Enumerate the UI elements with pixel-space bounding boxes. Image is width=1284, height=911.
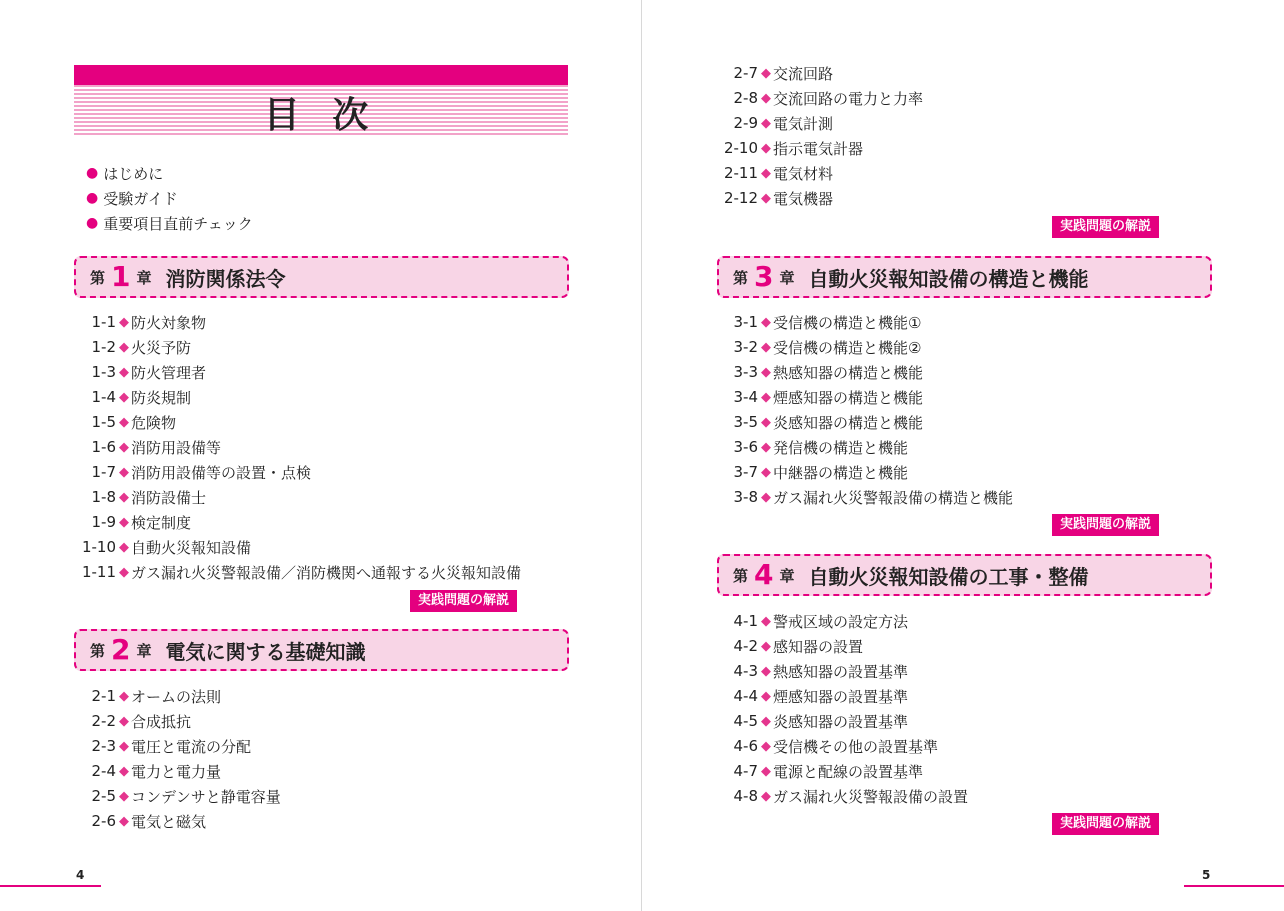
toc-entry-front[interactable] [86, 162, 536, 184]
entry-title: はじめに [103, 164, 164, 183]
diamond-icon: ◆ [761, 364, 771, 380]
practice-answers-badge[interactable]: 実践問題の解説 [1052, 216, 1159, 238]
leader-dots [867, 635, 1168, 657]
toc-entry[interactable] [716, 710, 1168, 732]
leader-dots [1017, 486, 1168, 508]
footer-line-left [0, 885, 101, 887]
practice-answers-badge[interactable]: 実践問題の解説 [1052, 813, 1159, 835]
leader-dots [195, 336, 536, 358]
entry-number: 3-8 [733, 488, 758, 506]
entry-title: 受験ガイド [103, 189, 178, 208]
entry-number: 4-1 [733, 612, 758, 630]
chapter-title: 自動火災報知設備の工事・整備 [808, 564, 1089, 589]
toc-entry[interactable] [716, 162, 1168, 184]
leader-dots [225, 436, 536, 458]
leader-dots [837, 162, 1168, 184]
entry-number: 1-6 [91, 438, 116, 456]
entry-number: 3-7 [733, 463, 758, 481]
leader-dots [942, 735, 1168, 757]
chapter-title: 消防関係法令 [165, 266, 286, 291]
entry-title: 炎感知器の構造と機能 [773, 413, 924, 432]
diamond-icon: ◆ [761, 339, 771, 355]
toc-entry[interactable] [74, 386, 536, 408]
entry-number: 3-2 [733, 338, 758, 356]
chapter-header-1[interactable] [74, 256, 569, 298]
entry-title: 検定制度 [131, 513, 192, 532]
entry-number: 2-9 [733, 114, 758, 132]
entry-title: 防火管理者 [131, 363, 207, 382]
entry-title: 自動火災報知設備 [131, 538, 252, 557]
toc-entry[interactable] [74, 785, 526, 807]
toc-entry[interactable] [716, 62, 1168, 84]
leader-dots [285, 785, 526, 807]
leader-dots [225, 760, 526, 782]
chapter-suffix: 章 [779, 566, 795, 585]
diamond-icon: ◆ [761, 190, 771, 206]
leader-dots [927, 87, 1168, 109]
leader-dots [255, 536, 536, 558]
chapter-number: 2 [111, 633, 131, 666]
leader-dots [927, 411, 1168, 433]
toc-entry[interactable] [74, 685, 526, 707]
entry-title: 交流回路 [773, 64, 834, 83]
entry-title: 電気機器 [773, 189, 834, 208]
chapter-suffix: 章 [136, 641, 152, 660]
diamond-icon: ◆ [761, 738, 771, 754]
toc-entry[interactable] [74, 511, 536, 533]
entry-number: 2-4 [91, 762, 116, 780]
entry-title: 警戒区域の設定方法 [773, 612, 909, 631]
leader-dots [257, 212, 536, 234]
entry-number: 3-6 [733, 438, 758, 456]
entry-number: 3-3 [733, 363, 758, 381]
entry-title: 消防用設備等の設置・点検 [131, 463, 312, 482]
diamond-icon: ◆ [761, 314, 771, 330]
entry-number: 1-11 [81, 563, 116, 581]
entry-title: 熱感知器の設置基準 [773, 662, 909, 681]
entry-number: 2-3 [91, 737, 116, 755]
diamond-icon: ◆ [119, 389, 129, 405]
toc-entry[interactable] [716, 461, 1168, 483]
entry-title: 重要項目直前チェック [103, 214, 253, 233]
leader-dots [210, 311, 536, 333]
leader-dots [867, 137, 1168, 159]
leader-dots [837, 62, 1168, 84]
entry-title: オームの法則 [131, 687, 222, 706]
page-number-right: 5 [1202, 868, 1211, 882]
leader-dots [912, 461, 1168, 483]
diamond-icon: ◆ [761, 688, 771, 704]
entry-number: 3-5 [733, 413, 758, 431]
chapter-header-4[interactable] [717, 554, 1212, 596]
chapter-prefix: 第 [90, 268, 106, 287]
toc-title-block [74, 65, 568, 137]
diamond-icon: ◆ [761, 90, 771, 106]
diamond-icon: ◆ [761, 389, 771, 405]
toc-entry[interactable] [716, 137, 1168, 159]
diamond-icon: ◆ [761, 65, 771, 81]
leader-dots [927, 760, 1168, 782]
toc-entry[interactable] [716, 411, 1168, 433]
entry-title: 電圧と電流の分配 [131, 737, 252, 756]
entry-title: コンデンサと静電容量 [131, 787, 281, 806]
toc-entry[interactable] [74, 735, 526, 757]
leader-dots [195, 386, 536, 408]
toc-entry[interactable] [74, 486, 536, 508]
entry-number: 3-4 [733, 388, 758, 406]
toc-entry[interactable] [716, 361, 1168, 383]
entry-number: 1-1 [91, 313, 116, 331]
leader-dots [927, 361, 1168, 383]
entry-number: 2-10 [723, 139, 758, 157]
diamond-icon: ◆ [761, 713, 771, 729]
chapter-number: 3 [754, 260, 774, 293]
entry-title: 受信機の構造と機能① [773, 313, 922, 332]
toc-entry[interactable] [74, 336, 536, 358]
diamond-icon: ◆ [761, 439, 771, 455]
entry-title: 危険物 [131, 413, 177, 432]
entry-number: 1-7 [91, 463, 116, 481]
entry-title: 防火対象物 [131, 313, 207, 332]
diamond-icon: ◆ [119, 339, 129, 355]
entry-title: 消防設備士 [131, 488, 207, 507]
leader-dots [912, 610, 1168, 632]
entry-number: 2-8 [733, 89, 758, 107]
diamond-icon: ◆ [119, 539, 129, 555]
entry-number: 2-6 [91, 812, 116, 830]
diamond-icon: ◆ [761, 763, 771, 779]
entry-number: 4-7 [733, 762, 758, 780]
entry-title: 電気と磁気 [131, 812, 207, 831]
leader-dots [225, 685, 526, 707]
entry-title: 煙感知器の構造と機能 [773, 388, 924, 407]
toc-entry[interactable] [716, 311, 1168, 333]
entry-title: 感知器の設置 [773, 637, 864, 656]
practice-answers-badge[interactable]: 実践問題の解説 [410, 590, 517, 612]
leader-dots [925, 336, 1168, 358]
footer-line-right [1184, 885, 1284, 887]
page-number-left: 4 [76, 868, 85, 882]
toc-entry[interactable] [716, 785, 1168, 807]
entry-title: 指示電気計器 [773, 139, 864, 158]
diamond-icon: ◆ [761, 489, 771, 505]
entry-title: 受信機その他の設置基準 [773, 737, 939, 756]
entry-title: 電源と配線の設置基準 [773, 762, 924, 781]
leader-dots [912, 436, 1168, 458]
chapter-title: 電気に関する基礎知識 [165, 639, 366, 664]
entry-number: 1-5 [91, 413, 116, 431]
diamond-icon: ◆ [761, 788, 771, 804]
leader-dots [195, 710, 526, 732]
entry-title: 熱感知器の構造と機能 [773, 363, 924, 382]
bullet-icon: ● [86, 165, 99, 181]
entry-title: 合成抵抗 [131, 712, 192, 731]
diamond-icon: ◆ [761, 165, 771, 181]
toc-entry[interactable] [74, 760, 526, 782]
chapter-number: 4 [754, 558, 774, 591]
toc-entry-front[interactable] [86, 187, 536, 209]
entry-title: 消防用設備等 [131, 438, 222, 457]
diamond-icon: ◆ [761, 464, 771, 480]
leader-dots [180, 411, 536, 433]
page-title: 目 次 [263, 95, 379, 136]
leader-dots [912, 685, 1168, 707]
leader-dots [315, 461, 536, 483]
diamond-icon: ◆ [119, 439, 129, 455]
diamond-icon: ◆ [119, 763, 129, 779]
entry-title: ガス漏れ火災警報設備の構造と機能 [773, 488, 1014, 507]
diamond-icon: ◆ [119, 364, 129, 380]
toc-entry[interactable] [716, 610, 1168, 632]
entry-number: 2-12 [723, 189, 758, 207]
chapter-prefix: 第 [733, 566, 749, 585]
bullet-icon: ● [86, 190, 99, 206]
toc-entry[interactable] [74, 436, 536, 458]
leader-dots [925, 311, 1168, 333]
toc-entry[interactable] [716, 486, 1168, 508]
leader-dots [195, 511, 536, 533]
toc-entry[interactable] [74, 710, 526, 732]
toc-entry[interactable] [716, 336, 1168, 358]
toc-entry[interactable] [74, 311, 536, 333]
chapter-title: 自動火災報知設備の構造と機能 [808, 266, 1089, 291]
entry-title: 電気計測 [773, 114, 834, 133]
diamond-icon: ◆ [119, 564, 129, 580]
diamond-icon: ◆ [119, 314, 129, 330]
entry-title: 煙感知器の設置基準 [773, 687, 909, 706]
chapter-header-2[interactable] [74, 629, 569, 671]
entry-title: 中継器の構造と機能 [773, 463, 909, 482]
diamond-icon: ◆ [119, 464, 129, 480]
entry-number: 1-9 [91, 513, 116, 531]
diamond-icon: ◆ [761, 638, 771, 654]
diamond-icon: ◆ [119, 414, 129, 430]
toc-entry-front[interactable] [86, 212, 536, 234]
leader-dots [912, 710, 1168, 732]
toc-entry[interactable] [716, 685, 1168, 707]
entry-number: 2-2 [91, 712, 116, 730]
toc-entry[interactable] [716, 87, 1168, 109]
toc-entry[interactable] [74, 411, 536, 433]
chapter-number: 1 [111, 260, 131, 293]
leader-dots [927, 386, 1168, 408]
leader-dots [912, 660, 1168, 682]
toc-entry[interactable] [74, 561, 536, 583]
chapter-prefix: 第 [90, 641, 106, 660]
entry-number: 2-5 [91, 787, 116, 805]
entry-number: 1-8 [91, 488, 116, 506]
diamond-icon: ◆ [119, 514, 129, 530]
entry-number: 4-4 [733, 687, 758, 705]
diamond-icon: ◆ [119, 738, 129, 754]
chapter-header-3[interactable] [717, 256, 1212, 298]
diamond-icon: ◆ [119, 688, 129, 704]
entry-number: 4-3 [733, 662, 758, 680]
chapter-suffix: 章 [779, 268, 795, 287]
leader-dots [210, 810, 526, 832]
entry-number: 2-1 [91, 687, 116, 705]
entry-title: 発信機の構造と機能 [773, 438, 909, 457]
toc-entry[interactable] [716, 660, 1168, 682]
diamond-icon: ◆ [119, 489, 129, 505]
entry-title: 防炎規制 [131, 388, 192, 407]
title-bar [74, 65, 568, 85]
entry-number: 2-11 [723, 164, 758, 182]
diamond-icon: ◆ [119, 813, 129, 829]
toc-entry[interactable] [74, 536, 536, 558]
entry-title: 火災予防 [131, 338, 192, 357]
entry-title: 受信機の構造と機能② [773, 338, 922, 357]
leader-dots [210, 486, 536, 508]
toc-entry[interactable] [74, 461, 536, 483]
leader-dots [255, 735, 526, 757]
entry-number: 4-8 [733, 787, 758, 805]
entry-title: ガス漏れ火災警報設備の設置 [773, 787, 969, 806]
entry-number: 2-7 [733, 64, 758, 82]
entry-number: 1-4 [91, 388, 116, 406]
diamond-icon: ◆ [761, 414, 771, 430]
toc-entry[interactable] [716, 436, 1168, 458]
leader-dots [182, 187, 536, 209]
leader-dots [167, 162, 536, 184]
entry-number: 1-10 [81, 538, 116, 556]
entry-title: ガス漏れ火災警報設備／消防機関へ通報する火災報知設備 [131, 563, 522, 582]
chapter-prefix: 第 [733, 268, 749, 287]
entry-number: 4-6 [733, 737, 758, 755]
leader-dots [525, 561, 536, 583]
entry-number: 1-3 [91, 363, 116, 381]
leader-dots [837, 187, 1168, 209]
entry-title: 電気材料 [773, 164, 834, 183]
toc-entry[interactable] [716, 386, 1168, 408]
diamond-icon: ◆ [761, 115, 771, 131]
leader-dots [837, 112, 1168, 134]
entry-title: 交流回路の電力と力率 [773, 89, 924, 108]
entry-number: 4-5 [733, 712, 758, 730]
entry-title: 電力と電力量 [131, 762, 222, 781]
leader-dots [210, 361, 536, 383]
leader-dots [972, 785, 1168, 807]
entry-number: 4-2 [733, 637, 758, 655]
practice-answers-badge[interactable]: 実践問題の解説 [1052, 514, 1159, 536]
diamond-icon: ◆ [761, 663, 771, 679]
entry-number: 1-2 [91, 338, 116, 356]
entry-title: 炎感知器の設置基準 [773, 712, 909, 731]
toc-entry[interactable] [74, 810, 526, 832]
diamond-icon: ◆ [761, 140, 771, 156]
entry-number: 3-1 [733, 313, 758, 331]
diamond-icon: ◆ [119, 713, 129, 729]
toc-entry[interactable] [716, 187, 1168, 209]
bullet-icon: ● [86, 215, 99, 231]
toc-entry[interactable] [716, 760, 1168, 782]
toc-entry[interactable] [716, 735, 1168, 757]
toc-entry[interactable] [716, 635, 1168, 657]
toc-entry[interactable] [74, 361, 536, 383]
diamond-icon: ◆ [761, 613, 771, 629]
chapter-suffix: 章 [136, 268, 152, 287]
toc-entry[interactable] [716, 112, 1168, 134]
diamond-icon: ◆ [119, 788, 129, 804]
